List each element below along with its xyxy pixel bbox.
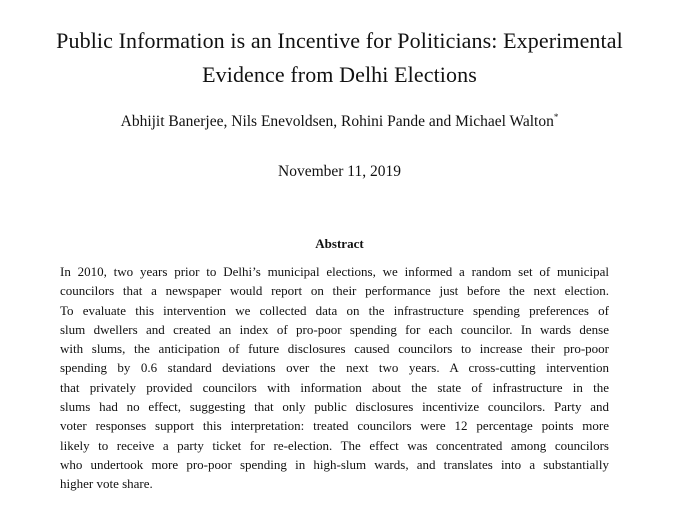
abstract-line: councilors that a newspaper would report on their performance just before the next election. [60,283,609,299]
paper-date: November 11, 2019 [278,163,401,180]
abstract-line: higher vote share. [60,476,153,492]
abstract-line: slum dwellers and created an index of pro-poor spending for each councilor. In wards dense [60,321,609,337]
abstract-line: spending by 0.6 standard deviations over the next two years. A cross-cutting intervention [60,360,609,376]
paper-title [0,24,679,92]
abstract-line: who undertook more pro-poor spending in high-slum wards, and translates into a substantially [60,456,609,472]
paper-authors [0,112,679,132]
authors-text: Abhijit Banerjee, Nils Enevoldsen, Rohini Pande and Michael Walton [120,113,554,130]
abstract-line: slums had no effect, suggesting that only public disclosures incentivize councilors. Party and [60,399,609,415]
abstract-line: voter responses support this interpretation: treated councilors were 12 percentage points more [60,418,609,434]
abstract-heading: Abstract [315,236,364,251]
abstract-line: In 2010, two years prior to Delhi’s municipal elections, we informed a random set of municipal [60,264,609,279]
abstract-line: with slums, the anticipation of future disclosures caused councilors to increase their pro-poor [60,341,609,357]
abstract-body [60,262,609,494]
abstract-line: that privately provided councilors with information about the state of infrastructure in the [60,379,609,395]
paper-title-line-1: Public Information is an Incentive for Politicians: Experimental [56,28,623,53]
paper-title-line-2: Evidence from Delhi Elections [202,62,477,87]
author-footnote-mark: * [553,111,559,122]
abstract-line: To evaluate this intervention we collected data on the infrastructure spending preferences of [60,302,609,318]
abstract-line: likely to receive a party ticket for re-election. The effect was concentrated among councilors [60,437,609,453]
